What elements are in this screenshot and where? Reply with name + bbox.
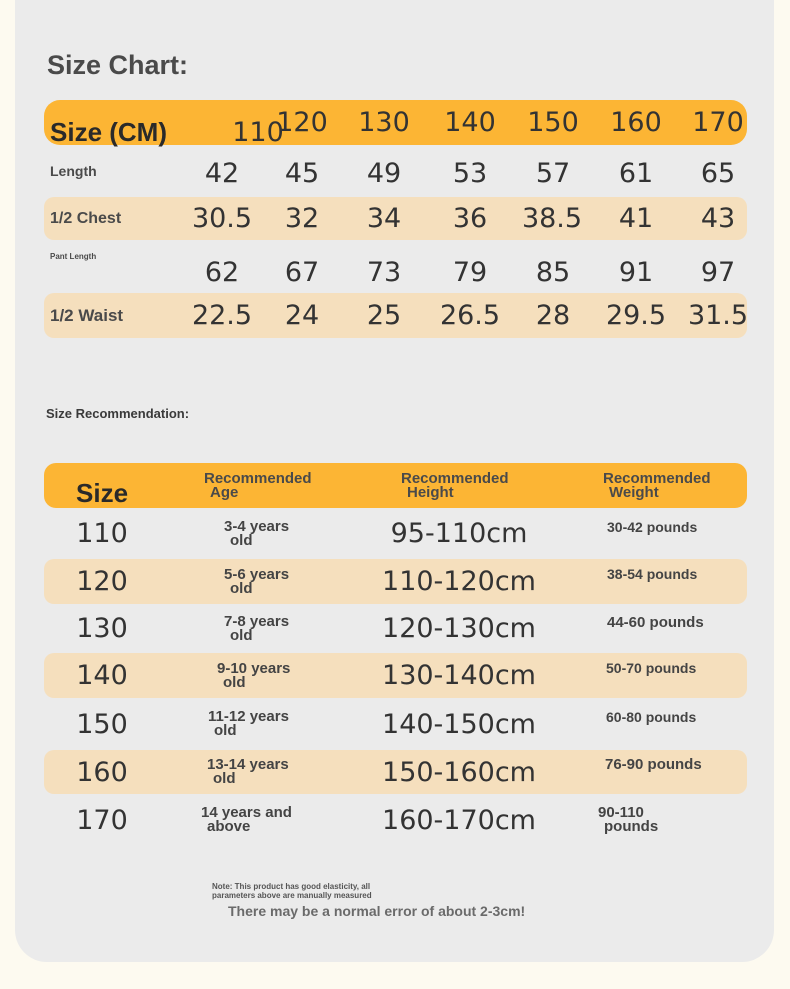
row-label: 1/2 Chest: [50, 209, 122, 227]
header-height-line2: Height: [407, 483, 454, 501]
value-cell: 41: [618, 203, 654, 234]
header-weight: [603, 463, 711, 508]
rec-weight: [607, 606, 704, 630]
row-label: Length: [50, 163, 97, 179]
rec-size: 150: [76, 708, 128, 740]
rec-age-line2: old: [230, 531, 253, 549]
value-cell: 65: [700, 157, 736, 189]
rec-weight: [598, 796, 658, 844]
value-cell: 29.5: [605, 300, 667, 331]
rec-age: [224, 559, 289, 604]
value-cell: 28: [535, 300, 571, 331]
rec-age-line2: old: [213, 770, 236, 787]
rec-age: [207, 750, 289, 794]
rec-size: 170: [76, 804, 128, 836]
value-cell: 45: [284, 157, 320, 189]
rec-weight-line2: pounds: [604, 818, 659, 835]
size-header: 170: [692, 107, 744, 138]
rec-age-line1: 13-14 years: [207, 756, 289, 773]
rec-weight: [607, 559, 697, 581]
size-chart-row-chest: [44, 197, 747, 240]
rec-weight: [607, 510, 697, 534]
value-cell: 57: [535, 157, 571, 189]
rec-age: [208, 700, 289, 748]
header-height-line1: Recommended: [401, 469, 509, 487]
value-cell: 24: [284, 300, 320, 331]
size-chart-title: Size Chart:: [47, 50, 189, 80]
rec-age: [224, 510, 289, 557]
value-cell: 97: [700, 256, 736, 288]
size-header: 110: [232, 117, 284, 148]
rec-age-line1: 5-6 years: [224, 565, 290, 583]
size-header: 150: [527, 107, 579, 138]
value-cell: 73: [366, 256, 402, 288]
rec-weight-line1: 44-60 pounds: [607, 614, 704, 631]
value-cell: 62: [204, 256, 240, 288]
rec-age-line2: old: [230, 626, 253, 644]
rec-weight-line1: 76-90 pounds: [605, 756, 702, 773]
header-weight-line1: Recommended: [603, 469, 711, 487]
elasticity-note: Note: This product has good elasticity, all parameters above are manually measured: [212, 882, 372, 900]
value-cell: 61: [618, 157, 654, 189]
recommendation-row: [44, 700, 747, 748]
rec-height: 130-140cm: [382, 660, 536, 691]
rec-height: 110-120cm: [382, 566, 536, 597]
size-chart-row-length: [44, 147, 747, 195]
row-label: 1/2 Waist: [50, 305, 124, 325]
rec-weight-line1: 38-54 pounds: [607, 566, 698, 582]
header-age-line1: Recommended: [204, 469, 312, 487]
recommendation-row: [44, 653, 747, 698]
rec-size: 140: [76, 660, 128, 691]
rec-size: 120: [76, 566, 128, 597]
error-note: There may be a normal error of about 2-3cm!: [228, 903, 526, 919]
recommendation-row: [44, 606, 747, 651]
size-chart-header-row: [44, 100, 747, 148]
header-height: [401, 463, 509, 508]
value-cell: 53: [452, 157, 488, 189]
header-age: [204, 463, 312, 508]
size-header: 130: [358, 107, 410, 138]
value-cell: 26.5: [439, 300, 501, 331]
rec-age-line2: old: [214, 722, 237, 739]
recommendation-header-row: [44, 463, 747, 508]
value-cell: 43: [700, 203, 736, 234]
rec-height: 120-130cm: [382, 613, 536, 644]
rec-age-line1: 7-8 years: [224, 612, 290, 630]
rec-size: 130: [76, 613, 128, 644]
value-cell: 91: [618, 256, 654, 288]
rec-age-line1: 11-12 years: [208, 708, 289, 725]
rec-age-line2: above: [207, 818, 251, 835]
value-cell: 79: [452, 256, 488, 288]
rec-weight-line1: 50-70 pounds: [606, 660, 697, 676]
size-chart-row-waist: [44, 293, 747, 338]
rec-age-line1: 14 years and: [201, 804, 292, 821]
value-cell: 25: [366, 300, 402, 331]
rec-height: 140-150cm: [382, 708, 536, 740]
rec-age: [217, 653, 290, 698]
value-cell: 49: [366, 157, 402, 189]
rec-weight-line1: 90-110: [598, 804, 644, 821]
rec-height: 160-170cm: [382, 804, 536, 836]
value-cell: 85: [535, 256, 571, 288]
recommendation-row: [44, 559, 747, 604]
rec-height: 95-110cm: [390, 518, 528, 549]
row-label: Pant Length: [50, 252, 97, 261]
value-cell: 31.5: [687, 300, 749, 331]
rec-weight-line1: 60-80 pounds: [606, 709, 697, 725]
rec-weight: [606, 700, 696, 724]
rec-age-line1: 9-10 years: [217, 659, 291, 677]
value-cell: 38.5: [521, 203, 583, 234]
value-cell: 67: [284, 256, 320, 288]
rec-age: [224, 606, 289, 651]
rec-weight: [606, 653, 696, 675]
rec-height: 150-160cm: [382, 756, 536, 788]
recommendation-row: [44, 750, 747, 794]
header-age-line2: Age: [210, 483, 239, 501]
value-cell: 42: [204, 157, 240, 189]
size-header: 160: [610, 107, 662, 138]
header-size: Size: [76, 478, 129, 508]
rec-size: 160: [76, 756, 128, 788]
size-header: 120: [276, 107, 328, 138]
rec-size: 110: [76, 518, 128, 549]
value-cell: 36: [452, 203, 488, 234]
rec-weight-line1: 30-42 pounds: [607, 519, 698, 535]
header-weight-line2: Weight: [609, 483, 659, 501]
size-chart-header-label: Size (CM): [50, 117, 167, 147]
rec-weight: [605, 750, 702, 772]
rec-age-line2: old: [223, 673, 246, 691]
size-header: 140: [444, 107, 496, 138]
rec-age-line2: old: [230, 579, 253, 597]
size-chart-row-pant-length: [44, 242, 747, 290]
value-cell: 34: [366, 203, 402, 234]
value-cell: 32: [284, 203, 320, 234]
value-cell: 22.5: [191, 300, 253, 331]
recommendation-row: [44, 510, 747, 557]
recommendation-row: [44, 796, 747, 844]
rec-age-line1: 3-4 years: [224, 517, 290, 535]
size-recommendation-title: Size Recommendation:: [46, 406, 190, 421]
value-cell: 30.5: [191, 203, 253, 234]
rec-age: [201, 796, 292, 844]
